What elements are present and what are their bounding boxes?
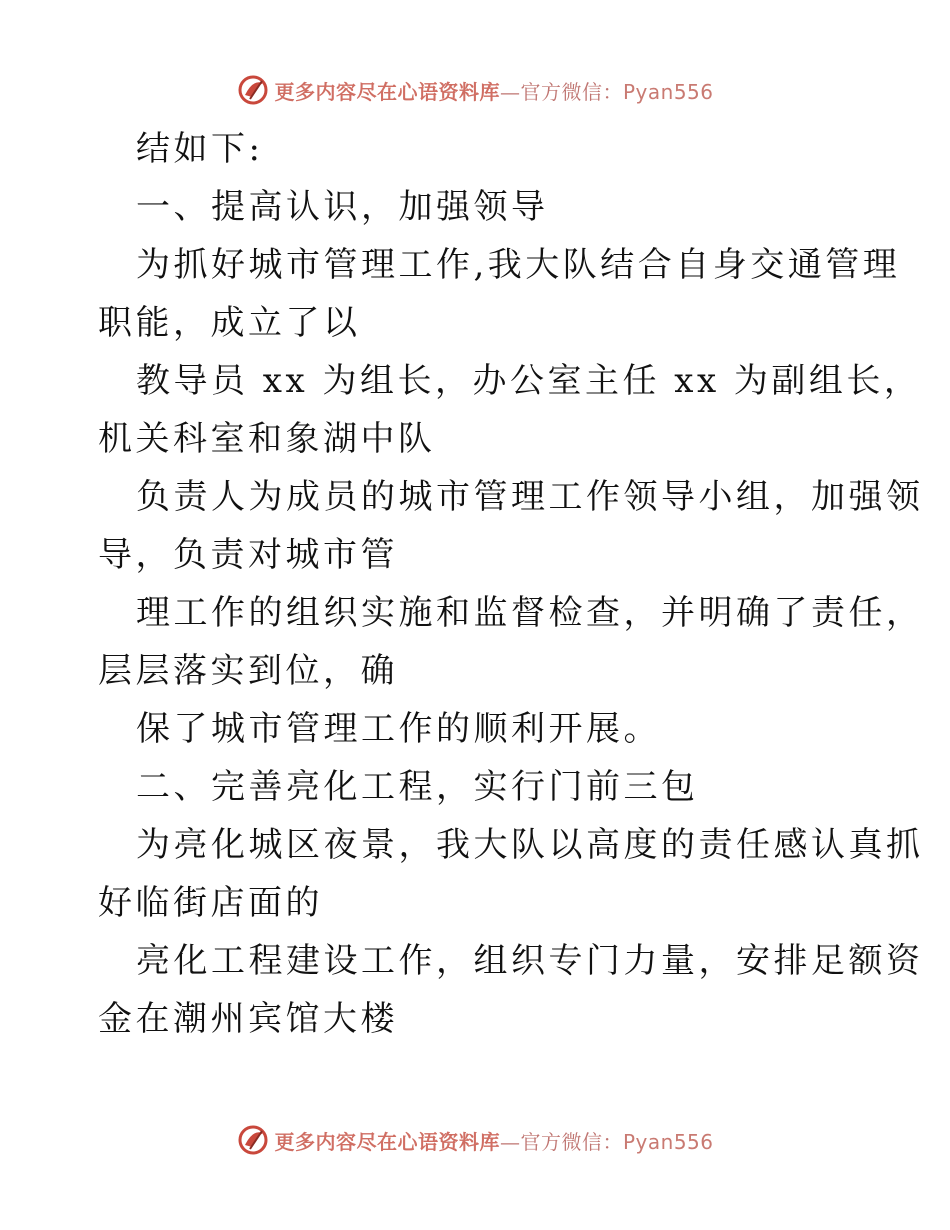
text-line: 理工作的组织实施和监督检查，并明确了责任，: [136, 593, 924, 633]
banner-part3: Pyan556: [622, 79, 714, 104]
banner-part1: 更多内容尽在心语资料库: [274, 79, 500, 104]
text-line: 负责人为成员的城市管理工作领导小组，加强领: [136, 477, 924, 517]
text-line: 好临街店面的: [98, 883, 323, 923]
logo-icon: [236, 1123, 270, 1157]
text-line: 导，负责对城市管: [98, 535, 398, 575]
text-line: 层层落实到位，确: [98, 651, 398, 691]
text-line: 金在潮州宾馆大楼: [98, 999, 398, 1039]
text-line: 结如下:: [136, 129, 264, 169]
text-line: 教导员 xx 为组长，办公室主任 xx 为副组长，: [136, 361, 922, 401]
text-line: 职能，成立了以: [98, 303, 361, 343]
section-heading: 二、完善亮化工程，实行门前三包: [136, 767, 699, 807]
banner-part2: —官方微信：: [499, 79, 623, 104]
header-banner: [0, 70, 950, 110]
text-line: 保了城市管理工作的顺利开展。: [136, 709, 661, 749]
text-line: 亮化工程建设工作，组织专门力量，安排足额资: [136, 941, 924, 981]
banner-part3: Pyan556: [622, 1129, 714, 1154]
document-body: [98, 120, 924, 1048]
footer-banner: [0, 1120, 950, 1160]
banner-text: [274, 1126, 713, 1155]
text-line: 为亮化城区夜景，我大队以高度的责任感认真抓: [136, 825, 924, 865]
text-line: 机关科室和象湖中队: [98, 419, 436, 459]
banner-part2: —官方微信：: [499, 1129, 623, 1154]
logo-icon: [236, 73, 270, 107]
banner-part1: 更多内容尽在心语资料库: [274, 1129, 500, 1154]
section-heading: 一、提高认识，加强领导: [136, 187, 549, 227]
banner-text: [274, 76, 713, 105]
text-line: 为抓好城市管理工作,我大队结合自身交通管理: [136, 245, 901, 285]
